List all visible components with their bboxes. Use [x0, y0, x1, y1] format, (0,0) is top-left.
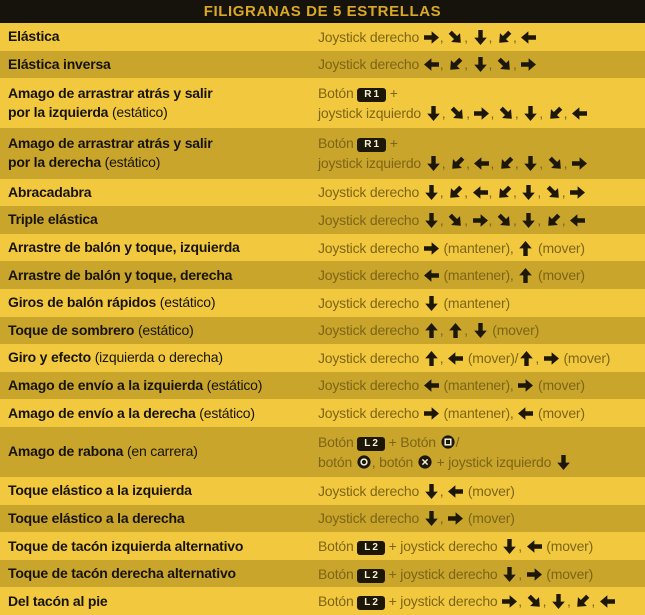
arrow-down-icon	[424, 512, 439, 525]
button-l2-badge: L2	[357, 569, 385, 583]
table-row	[0, 560, 645, 588]
move-note: (estático)	[104, 154, 161, 171]
move-input: Joystick derecho (mantener), (mover)	[318, 267, 585, 284]
arrow-left-icon	[572, 107, 587, 120]
arrow-left-icon	[521, 31, 536, 44]
move-name: Amago de rabona (en carrera)	[8, 443, 198, 460]
table-row	[0, 505, 645, 533]
move-note: (en carrera)	[126, 443, 198, 460]
move-name: Amago de arrastrar atrás y salir por la derecha (estático)	[8, 135, 213, 171]
move-name: Toque de sombrero (estático)	[8, 321, 194, 338]
arrow-down-right-icon	[450, 107, 465, 120]
arrow-left-icon	[424, 379, 439, 392]
move-name: Toque de tacón izquierda alternativo	[8, 537, 244, 554]
move-input: Joystick derecho (mantener), (mover)	[318, 377, 585, 394]
arrow-left-icon	[518, 407, 533, 420]
move-name: Del tacón al pie	[8, 592, 108, 609]
move-name: Toque de tacón derecha alternativo	[8, 565, 236, 582]
move-input: Botón R1 + joystick izquierdo , , , , , ,	[318, 131, 645, 175]
table-row	[0, 78, 645, 128]
arrow-down-right-icon	[499, 107, 514, 120]
arrow-left-icon	[424, 269, 439, 282]
arrow-down-icon	[502, 568, 517, 581]
arrow-up-icon	[448, 324, 463, 337]
arrow-down-right-icon	[497, 58, 512, 71]
table-row	[0, 51, 645, 79]
table-row	[0, 427, 645, 477]
table-row	[0, 179, 645, 207]
table-row	[0, 372, 645, 400]
move-input: Joystick derecho (mantener), (mover)	[318, 405, 585, 422]
button-r1-badge: R1	[357, 138, 386, 152]
table-body	[0, 23, 645, 615]
move-input: Botón R1 + joystick izquierdo , , , , , ,	[318, 81, 645, 125]
arrow-left-icon	[527, 540, 542, 553]
arrow-up-icon	[518, 242, 533, 255]
table-row	[0, 234, 645, 262]
arrow-down-right-icon	[548, 157, 563, 170]
arrow-down-icon	[424, 485, 439, 498]
move-input: Botón L2 + joystick derecho , , , ,	[318, 589, 645, 613]
move-name: Toque elástico a la derecha	[8, 509, 185, 526]
move-note: (estático)	[137, 321, 194, 338]
arrow-down-icon	[426, 107, 441, 120]
table-row	[0, 317, 645, 345]
button-r1-badge: R1	[357, 88, 386, 102]
arrow-down-icon	[424, 186, 439, 199]
move-name: Arrastre de balón y toque, izquierda	[8, 239, 240, 256]
button-l2-badge: L2	[357, 437, 385, 451]
arrow-right-icon	[473, 214, 488, 227]
move-input: Joystick derecho , , , ,	[318, 25, 645, 49]
move-input: Botón L2 + joystick derecho , (mover)	[318, 538, 594, 555]
move-note: (estático)	[206, 376, 263, 393]
arrow-down-icon	[521, 214, 536, 227]
arrow-down-icon	[521, 186, 536, 199]
arrow-left-icon	[424, 58, 439, 71]
arrow-left-icon	[474, 157, 489, 170]
move-name: Toque elástico a la izquierda	[8, 482, 192, 499]
move-input: Joystick derecho , (mover)	[318, 482, 515, 499]
move-input: Botón L2 + Botón / botón , botón + joystick izquierdo	[318, 430, 645, 474]
table-row	[0, 477, 645, 505]
arrow-down-right-icon	[448, 31, 463, 44]
arrow-down-left-icon	[546, 214, 561, 227]
move-input: Joystick derecho , (mover)	[318, 510, 515, 527]
move-name: Elástica inversa	[8, 55, 111, 72]
arrow-up-icon	[518, 269, 533, 282]
arrow-up-icon	[424, 324, 439, 337]
arrow-down-icon	[473, 31, 488, 44]
move-name: Abracadabra	[8, 183, 92, 200]
arrow-right-icon	[544, 352, 559, 365]
move-input: Joystick derecho , , (mover)	[318, 322, 540, 339]
arrow-down-right-icon	[546, 186, 561, 199]
ps-square-button-icon	[441, 435, 455, 449]
table-row	[0, 587, 645, 615]
move-input: Botón L2 + joystick derecho , (mover)	[318, 565, 594, 582]
arrow-down-icon	[426, 157, 441, 170]
arrow-right-icon	[572, 157, 587, 170]
arrow-right-icon	[527, 568, 542, 581]
table-row	[0, 399, 645, 427]
arrow-down-left-icon	[448, 186, 463, 199]
arrow-down-icon	[424, 214, 439, 227]
move-name: Giro y efecto (izquierda o derecha)	[8, 349, 223, 366]
table-row	[0, 23, 645, 51]
arrow-left-icon	[600, 595, 615, 608]
arrow-down-left-icon	[575, 595, 590, 608]
arrow-right-icon	[570, 186, 585, 199]
arrow-down-left-icon	[450, 157, 465, 170]
arrow-down-icon	[502, 540, 517, 553]
arrow-down-left-icon	[448, 58, 463, 71]
move-note: (izquierda o derecha)	[94, 349, 223, 366]
arrow-down-icon	[523, 157, 538, 170]
move-note: (estático)	[159, 294, 216, 311]
ps-cross-button-icon	[418, 455, 432, 469]
arrow-right-icon	[521, 58, 536, 71]
arrow-right-icon	[424, 242, 439, 255]
move-name: Amago de envío a la izquierda (estático)	[8, 376, 263, 393]
arrow-down-icon	[473, 58, 488, 71]
arrow-right-icon	[474, 107, 489, 120]
move-input: Joystick derecho , , , , , ,	[318, 208, 645, 232]
arrow-right-icon	[424, 407, 439, 420]
arrow-right-icon	[518, 379, 533, 392]
arrow-left-icon	[448, 352, 463, 365]
arrow-down-left-icon	[499, 157, 514, 170]
table-row	[0, 289, 645, 317]
arrow-down-right-icon	[527, 595, 542, 608]
move-input: Joystick derecho , , , ,	[318, 52, 645, 76]
arrow-down-left-icon	[548, 107, 563, 120]
arrow-down-icon	[551, 595, 566, 608]
table-row	[0, 128, 645, 178]
move-name: Triple elástica	[8, 211, 98, 228]
arrow-right-icon	[448, 512, 463, 525]
arrow-up-icon	[519, 352, 534, 365]
arrow-down-icon	[473, 324, 488, 337]
page-title: FILIGRANAS DE 5 ESTRELLAS	[0, 0, 645, 23]
move-input: Joystick derecho (mantener), (mover)	[318, 239, 585, 256]
button-l2-badge: L2	[357, 541, 385, 555]
button-l2-badge: L2	[357, 596, 385, 610]
move-input: Joystick derecho (mantener)	[318, 294, 510, 311]
arrow-right-icon	[502, 595, 517, 608]
table-row	[0, 532, 645, 560]
move-name: Amago de arrastrar atrás y salir por la izquierda (estático)	[8, 85, 213, 121]
arrow-down-icon	[523, 107, 538, 120]
arrow-left-icon	[473, 186, 488, 199]
move-note: (estático)	[111, 104, 168, 121]
move-name: Arrastre de balón y toque, derecha	[8, 266, 233, 283]
arrow-down-left-icon	[497, 186, 512, 199]
move-name: Giros de balón rápidos (estático)	[8, 294, 216, 311]
move-input: Joystick derecho , (mover)/ , (mover)	[318, 349, 611, 366]
arrow-down-icon	[424, 297, 439, 310]
move-name: Amago de envío a la derecha (estático)	[8, 404, 255, 421]
arrow-left-icon	[448, 485, 463, 498]
arrow-down-left-icon	[497, 31, 512, 44]
table-row	[0, 206, 645, 234]
arrow-left-icon	[570, 214, 585, 227]
arrow-down-right-icon	[497, 214, 512, 227]
arrow-up-icon	[424, 352, 439, 365]
move-name: Elástica	[8, 28, 60, 45]
move-input: Joystick derecho , , , , , ,	[318, 180, 645, 204]
table-row	[0, 261, 645, 289]
move-note: (estático)	[199, 404, 255, 421]
arrow-right-icon	[424, 31, 439, 44]
arrow-down-right-icon	[448, 214, 463, 227]
arrow-down-icon	[556, 456, 571, 469]
table-row	[0, 344, 645, 372]
ps-circle-button-icon	[357, 455, 371, 469]
